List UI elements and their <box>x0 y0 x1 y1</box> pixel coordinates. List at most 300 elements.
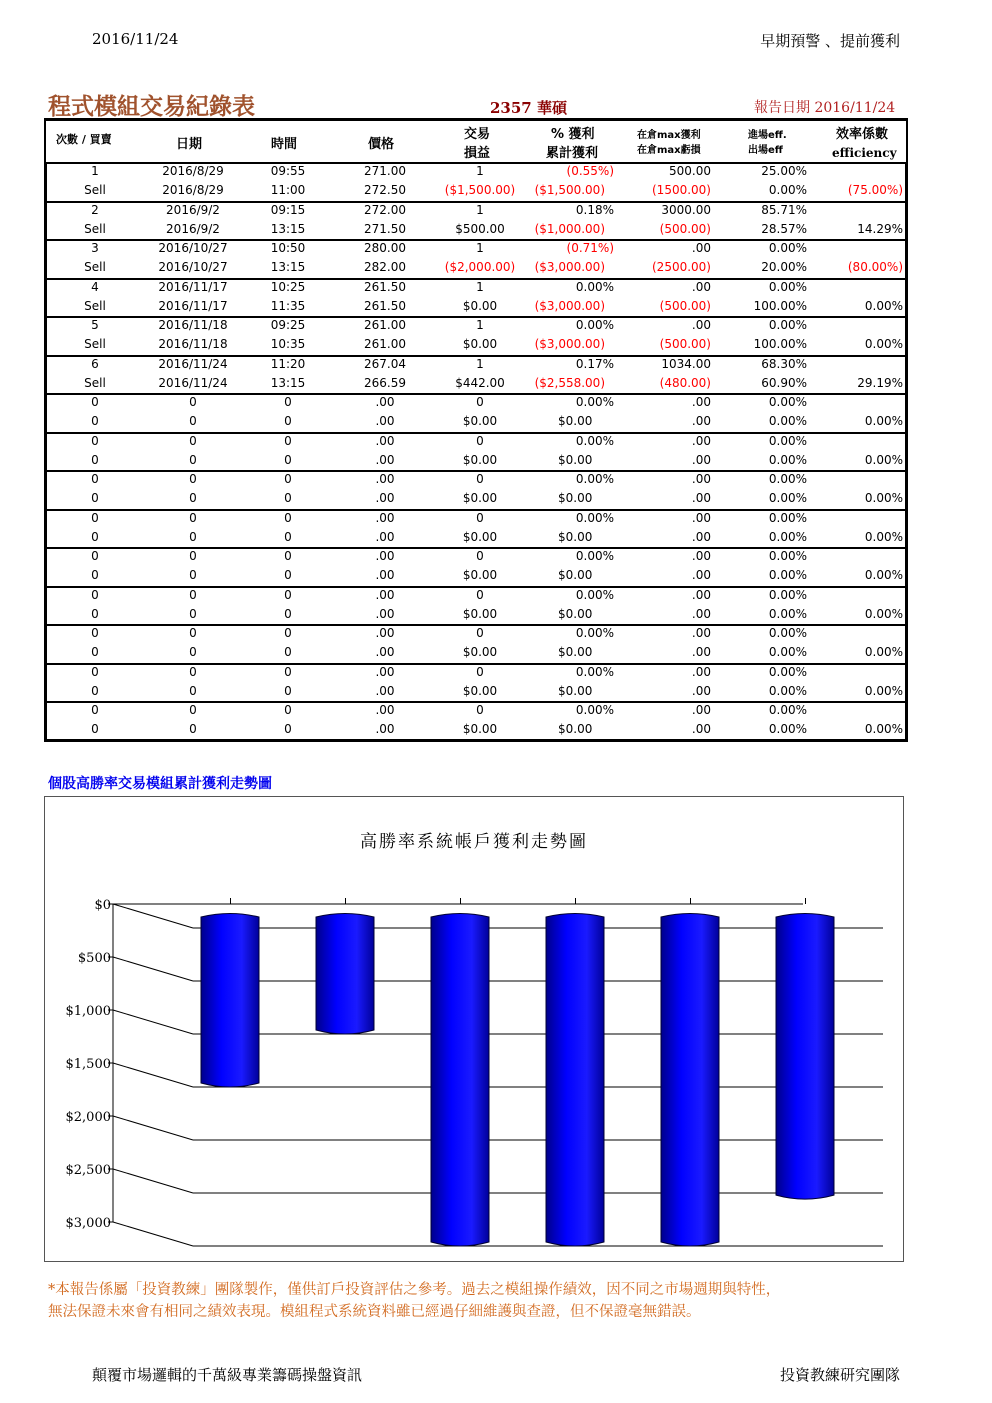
cell-no: 6 <box>91 356 99 371</box>
y-tick-label: $500 <box>77 951 111 966</box>
col-eff-2: 出場eff <box>748 145 783 156</box>
cell-pl: $0.00 <box>462 491 498 505</box>
cell-date: 2016/9/2 <box>166 202 220 217</box>
table-row <box>47 376 905 395</box>
cell-time: 10:25 <box>270 279 306 294</box>
cell-max-loss: .00 <box>691 568 711 582</box>
cell-date: 0 <box>189 452 197 467</box>
cell-price: .00 <box>375 491 395 505</box>
cell-date: 0 <box>189 549 197 563</box>
cell-efficiency: 14.29% <box>857 221 903 236</box>
trade-group <box>44 624 908 663</box>
cell-qty: 0 <box>476 395 484 409</box>
trade-group <box>44 239 908 278</box>
cell-entry-eff: 0.00% <box>768 664 807 679</box>
col-no: 次數 / 買賣 <box>56 133 112 146</box>
y-tick-label: $2,000 <box>65 1110 111 1125</box>
cell-pct: 0.00% <box>575 703 614 717</box>
y-tick-label: $1,500 <box>65 1057 111 1072</box>
table-row <box>47 626 905 645</box>
trade-group <box>44 316 908 355</box>
cell-pl: $442.00 <box>455 375 505 390</box>
cell-date: 0 <box>189 722 197 736</box>
cell-cumulative: ($3,000.00) <box>534 260 605 274</box>
cell-no: Sell <box>84 375 106 390</box>
cell-price: 266.59 <box>364 375 406 390</box>
cell-pct: 0.00% <box>575 549 614 563</box>
cell-no: 0 <box>91 549 99 563</box>
cell-time: 0 <box>284 395 292 409</box>
cell-date: 2016/8/29 <box>162 183 224 197</box>
col-pct-2: 累計獲利 <box>546 146 599 161</box>
chart-title: 高勝率系統帳戶獲利走勢圖 <box>360 832 588 852</box>
cell-time: 11:20 <box>270 356 306 371</box>
cell-price: .00 <box>375 568 395 582</box>
cell-max-loss: (500.00) <box>659 337 711 351</box>
cell-qty: 0 <box>476 472 484 486</box>
cell-max-profit: .00 <box>691 664 711 679</box>
table-row <box>47 472 905 491</box>
cell-price: .00 <box>375 452 395 467</box>
col-max-2: 在倉max虧損 <box>637 145 701 156</box>
cell-max-profit: .00 <box>691 549 711 563</box>
cell-max-profit: .00 <box>691 587 711 602</box>
table-row <box>47 665 905 684</box>
cell-pl: $0.00 <box>462 683 498 698</box>
cell-date: 2016/10/27 <box>158 241 228 255</box>
cell-efficiency: 0.00% <box>864 298 903 313</box>
cell-max-loss: .00 <box>691 529 711 544</box>
cell-pct: 0.00% <box>575 433 614 448</box>
cell-time: 0 <box>284 433 292 448</box>
table-row <box>47 183 905 202</box>
table-row <box>47 222 905 241</box>
cell-date: 0 <box>189 472 197 486</box>
footer-tagline: 顛覆市場邏輯的千萬級專業籌碼操盤資訊 <box>92 1366 363 1384</box>
trade-group <box>44 547 908 586</box>
cell-max-profit: .00 <box>691 472 711 486</box>
chart-caption: 個股高勝率交易模組累計獲利走勢圖 <box>48 776 272 792</box>
trade-group <box>44 432 908 471</box>
cell-time: 0 <box>284 683 292 698</box>
cell-pct: 0.00% <box>575 318 614 332</box>
grid-depth-line <box>113 1169 193 1193</box>
cell-max-loss: .00 <box>691 645 711 659</box>
cell-time: 0 <box>284 549 292 563</box>
cell-price: 267.04 <box>364 356 406 371</box>
bar <box>201 914 259 1088</box>
table-row <box>47 434 905 453</box>
cell-entry-eff: 0.00% <box>768 279 807 294</box>
cell-price: 261.00 <box>364 337 406 351</box>
cell-date: 0 <box>189 645 197 659</box>
cell-exit-eff: 0.00% <box>768 606 807 621</box>
trade-group <box>44 586 908 625</box>
cell-price: .00 <box>375 606 395 621</box>
cell-pct: 0.00% <box>575 279 614 294</box>
cell-time: 0 <box>284 722 292 736</box>
cell-exit-eff: 0.00% <box>768 491 807 505</box>
col-max-1: 在倉max獲利 <box>637 130 701 141</box>
cell-efficiency: 0.00% <box>864 683 903 698</box>
cell-time: 0 <box>284 472 292 486</box>
cell-entry-eff: 0.00% <box>768 703 807 717</box>
table-row <box>47 645 905 664</box>
cell-pl: ($1,500.00) <box>444 183 516 197</box>
cell-entry-eff: 0.00% <box>768 549 807 563</box>
cell-price: .00 <box>375 645 395 659</box>
cell-no: 0 <box>91 645 99 659</box>
cell-date: 0 <box>189 529 197 544</box>
cell-date: 2016/9/2 <box>166 221 220 236</box>
y-tick-label: $1,000 <box>65 1004 111 1019</box>
cell-pct: 0.00% <box>575 510 614 525</box>
cell-max-profit: .00 <box>691 433 711 448</box>
cell-exit-eff: 0.00% <box>768 722 807 736</box>
grid-depth-line <box>113 957 193 981</box>
cell-time: 13:15 <box>270 221 306 236</box>
cell-entry-eff: 0.00% <box>768 626 807 640</box>
grid-depth-line <box>113 1010 193 1034</box>
table-row <box>47 607 905 626</box>
cell-max-profit: .00 <box>691 318 711 332</box>
cell-no: 0 <box>91 452 99 467</box>
cell-date: 0 <box>189 626 197 640</box>
cell-efficiency: 0.00% <box>864 606 903 621</box>
header-date: 2016/11/24 <box>92 30 179 48</box>
disclaimer-line-2: 無法保證未來會有相同之績效表現。模組程式系統資料雖已經過仔細維護與查證，但不保證毫無錯誤。 <box>48 1304 701 1320</box>
cell-date: 2016/10/27 <box>158 260 228 274</box>
cell-no: 0 <box>91 722 99 736</box>
cell-efficiency: (75.00%) <box>847 183 903 197</box>
cell-cumulative: $0.00 <box>558 568 593 582</box>
cell-price: 261.50 <box>364 279 406 294</box>
table-row <box>47 395 905 414</box>
cell-price: .00 <box>375 722 395 736</box>
cell-entry-eff: 0.00% <box>768 510 807 525</box>
cell-max-profit: 500.00 <box>669 164 711 178</box>
cell-qty: 0 <box>476 510 484 525</box>
cell-no: 0 <box>91 414 99 428</box>
cell-no: Sell <box>84 183 106 197</box>
cell-price: .00 <box>375 414 395 428</box>
cell-efficiency: 29.19% <box>857 375 903 390</box>
table-row <box>47 280 905 299</box>
cell-qty: 0 <box>476 626 484 640</box>
cell-max-loss: .00 <box>691 683 711 698</box>
cell-no: 0 <box>91 626 99 640</box>
cell-pl: $0.00 <box>462 298 498 313</box>
table-row <box>47 453 905 472</box>
cell-no: 0 <box>91 472 99 486</box>
cell-qty: 1 <box>476 356 484 371</box>
cell-price: .00 <box>375 529 395 544</box>
cell-entry-eff: 85.71% <box>761 202 807 217</box>
cell-max-loss: (500.00) <box>659 298 711 313</box>
cell-date: 2016/11/18 <box>158 318 228 332</box>
cell-price: 272.00 <box>364 202 406 217</box>
table-row <box>47 491 905 510</box>
y-tick-label: $2,500 <box>65 1163 111 1178</box>
cell-efficiency: 0.00% <box>864 337 903 351</box>
cell-efficiency: 0.00% <box>864 414 903 428</box>
cell-cumulative: $0.00 <box>558 645 593 659</box>
cell-exit-eff: 28.57% <box>761 221 807 236</box>
cell-efficiency: 0.00% <box>864 645 903 659</box>
cell-cumulative: ($1,500.00) <box>534 183 605 197</box>
cell-time: 0 <box>284 568 292 582</box>
cell-qty: 1 <box>476 164 484 178</box>
cell-exit-eff: 0.00% <box>768 683 807 698</box>
table-row <box>47 568 905 587</box>
cell-date: 0 <box>189 664 197 679</box>
col-effic-2: efficiency <box>832 146 897 160</box>
grid-depth-line <box>113 1222 193 1246</box>
col-price: 價格 <box>368 137 395 152</box>
table-row <box>47 241 905 260</box>
cell-entry-eff: 0.00% <box>768 395 807 409</box>
cell-max-loss: .00 <box>691 606 711 621</box>
cell-entry-eff: 0.00% <box>768 472 807 486</box>
bar <box>546 914 604 1247</box>
cell-price: .00 <box>375 510 395 525</box>
cell-max-profit: .00 <box>691 241 711 255</box>
col-eff-1: 進場eff. <box>748 130 787 141</box>
cell-pct: 0.00% <box>575 587 614 602</box>
table-row <box>47 703 905 722</box>
cell-time: 10:35 <box>270 337 306 351</box>
cell-date: 0 <box>189 433 197 448</box>
cell-date: 2016/11/18 <box>158 337 228 351</box>
cell-cumulative: ($3,000.00) <box>534 337 605 351</box>
cell-time: 0 <box>284 703 292 717</box>
profit-chart <box>44 796 904 1262</box>
cell-price: .00 <box>375 703 395 717</box>
cell-pl: $0.00 <box>462 606 498 621</box>
cell-qty: 1 <box>476 318 484 332</box>
cell-cumulative: $0.00 <box>558 722 593 736</box>
bar <box>316 914 374 1035</box>
cell-price: .00 <box>375 395 395 409</box>
cell-exit-eff: 20.00% <box>761 260 807 274</box>
cell-no: Sell <box>84 298 106 313</box>
cell-no: 0 <box>91 683 99 698</box>
cell-time: 09:55 <box>270 164 306 178</box>
col-time: 時間 <box>271 137 298 152</box>
cell-date: 0 <box>189 491 197 505</box>
grid-depth-line <box>113 1063 193 1087</box>
cell-pct: 0.00% <box>575 626 614 640</box>
cell-cumulative: $0.00 <box>558 414 593 428</box>
cell-time: 10:50 <box>270 241 306 255</box>
cell-cumulative: $0.00 <box>558 606 593 621</box>
cell-efficiency: 0.00% <box>864 568 903 582</box>
cell-pct: 0.18% <box>575 202 614 217</box>
cell-no: 0 <box>91 395 99 409</box>
cell-entry-eff: 0.00% <box>768 433 807 448</box>
trade-group <box>44 201 908 240</box>
cell-no: 0 <box>91 568 99 582</box>
cell-max-loss: .00 <box>691 722 711 736</box>
cell-date: 0 <box>189 703 197 717</box>
cell-cumulative: ($3,000.00) <box>534 298 605 313</box>
cell-pl: $0.00 <box>462 529 498 544</box>
cell-pl: $500.00 <box>455 221 505 236</box>
cell-time: 09:25 <box>270 318 306 332</box>
cell-no: 2 <box>91 202 99 217</box>
cell-max-profit: 1034.00 <box>661 356 711 371</box>
cell-no: 0 <box>91 703 99 717</box>
report-date: 報告日期 2016/11/24 <box>754 100 896 116</box>
cell-pct: 0.17% <box>575 356 614 371</box>
cell-time: 11:35 <box>270 298 306 313</box>
table-row <box>47 318 905 337</box>
cell-exit-eff: 100.00% <box>753 298 807 313</box>
cell-time: 09:15 <box>270 202 306 217</box>
table-row <box>47 203 905 222</box>
table-row <box>47 260 905 279</box>
cell-date: 0 <box>189 568 197 582</box>
bar <box>431 914 489 1247</box>
trade-group <box>44 393 908 432</box>
cell-pl: $0.00 <box>462 568 498 582</box>
cell-price: .00 <box>375 626 395 640</box>
grid-depth-line <box>113 1116 193 1140</box>
cell-pl: $0.00 <box>462 452 498 467</box>
cell-exit-eff: 0.00% <box>768 645 807 659</box>
cell-pl: $0.00 <box>462 337 498 351</box>
cell-pct: 0.00% <box>575 395 614 409</box>
cell-no: 4 <box>91 279 99 294</box>
col-pct-1: % 獲利 <box>551 127 595 142</box>
cell-date: 0 <box>189 414 197 428</box>
cell-exit-eff: 0.00% <box>768 414 807 428</box>
cell-qty: 0 <box>476 703 484 717</box>
cell-qty: 1 <box>476 202 484 217</box>
cell-max-profit: .00 <box>691 510 711 525</box>
cell-cumulative: $0.00 <box>558 491 593 505</box>
cell-pl: ($2,000.00) <box>444 260 516 274</box>
cell-max-loss: .00 <box>691 414 711 428</box>
cell-efficiency: 0.00% <box>864 722 903 736</box>
cell-date: 0 <box>189 606 197 621</box>
table-row <box>47 299 905 318</box>
cell-date: 0 <box>189 510 197 525</box>
cell-entry-eff: 0.00% <box>768 587 807 602</box>
cell-price: 261.50 <box>364 298 406 313</box>
cell-date: 0 <box>189 683 197 698</box>
cell-qty: 0 <box>476 433 484 448</box>
cell-no: Sell <box>84 337 106 351</box>
grid-depth-line <box>113 904 193 928</box>
cell-time: 0 <box>284 491 292 505</box>
cell-no: 1 <box>91 164 99 178</box>
bar <box>776 914 834 1200</box>
cell-exit-eff: 0.00% <box>768 568 807 582</box>
cell-max-profit: .00 <box>691 703 711 717</box>
cell-no: 0 <box>91 587 99 602</box>
col-date: 日期 <box>176 137 203 152</box>
trade-group <box>44 663 908 702</box>
cell-time: 0 <box>284 645 292 659</box>
cell-max-profit: .00 <box>691 395 711 409</box>
cell-entry-eff: 68.30% <box>761 356 807 371</box>
cell-time: 0 <box>284 626 292 640</box>
trade-group <box>44 470 908 509</box>
cell-qty: 0 <box>476 664 484 679</box>
trade-group <box>44 509 908 548</box>
cell-price: 271.00 <box>364 164 406 178</box>
chart-plot <box>45 797 903 1261</box>
cell-entry-eff: 0.00% <box>768 241 807 255</box>
cell-qty: 1 <box>476 279 484 294</box>
trade-table <box>44 118 908 742</box>
cell-max-profit: 3000.00 <box>661 202 711 217</box>
cell-no: 0 <box>91 491 99 505</box>
cell-no: 0 <box>91 510 99 525</box>
cell-date: 0 <box>189 395 197 409</box>
cell-no: 0 <box>91 664 99 679</box>
cell-efficiency: 0.00% <box>864 491 903 505</box>
y-tick-label: $3,000 <box>65 1216 111 1231</box>
cell-qty: 0 <box>476 587 484 602</box>
cell-no: 0 <box>91 529 99 544</box>
cell-cumulative: $0.00 <box>558 683 593 698</box>
cell-pct: (0.71%) <box>566 241 614 255</box>
cell-time: 0 <box>284 664 292 679</box>
table-row <box>47 684 905 703</box>
cell-efficiency: 0.00% <box>864 452 903 467</box>
table-body <box>44 162 908 742</box>
cell-date: 2016/11/24 <box>158 356 228 371</box>
cell-cumulative: $0.00 <box>558 452 593 467</box>
cell-pct: 0.00% <box>575 472 614 486</box>
table-row <box>47 414 905 433</box>
table-row <box>47 530 905 549</box>
cell-time: 0 <box>284 587 292 602</box>
cell-time: 13:15 <box>270 375 306 390</box>
cell-max-loss: (500.00) <box>659 221 711 236</box>
cell-price: 272.50 <box>364 183 406 197</box>
cell-pl: $0.00 <box>462 645 498 659</box>
cell-price: 282.00 <box>364 260 406 274</box>
cell-entry-eff: 25.00% <box>761 164 807 178</box>
cell-max-loss: (480.00) <box>659 375 711 390</box>
cell-no: 5 <box>91 318 99 332</box>
cell-max-loss: .00 <box>691 452 711 467</box>
cell-no: Sell <box>84 260 106 274</box>
table-row <box>47 337 905 356</box>
table-row <box>47 549 905 568</box>
cell-no: 0 <box>91 606 99 621</box>
cell-pct: (0.55%) <box>566 164 614 178</box>
cell-price: 280.00 <box>364 241 406 255</box>
cell-max-loss: .00 <box>691 491 711 505</box>
col-trade-1: 交易 <box>464 127 491 142</box>
trade-group <box>44 162 908 201</box>
table-row <box>47 164 905 183</box>
cell-price: .00 <box>375 549 395 563</box>
cell-cumulative: ($2,558.00) <box>534 375 605 390</box>
cell-max-profit: .00 <box>691 626 711 640</box>
cell-date: 2016/8/29 <box>162 164 224 178</box>
cell-cumulative: $0.00 <box>558 529 593 544</box>
cell-price: .00 <box>375 664 395 679</box>
trade-group <box>44 701 908 742</box>
cell-date: 0 <box>189 587 197 602</box>
cell-max-loss: (2500.00) <box>652 260 711 274</box>
cell-time: 13:15 <box>270 260 306 274</box>
